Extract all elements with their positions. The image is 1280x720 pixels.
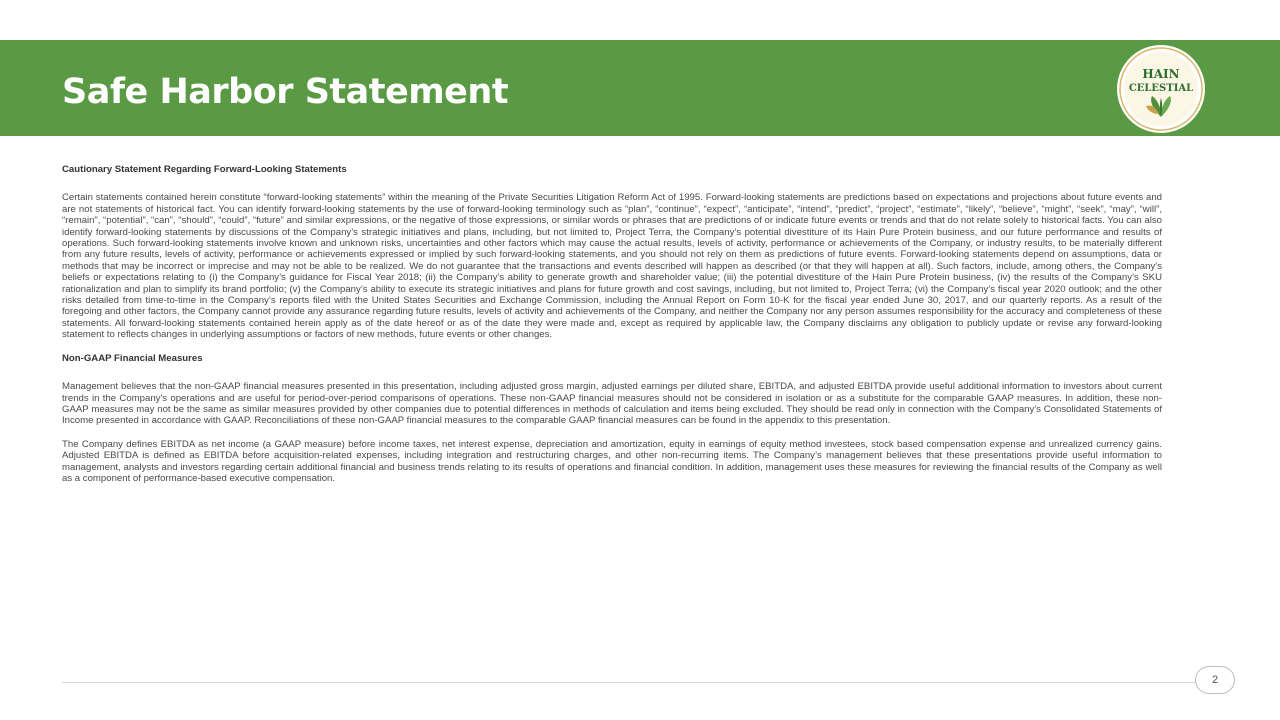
- footer-divider: [62, 682, 1196, 683]
- non-gaap-paragraph-2: The Company defines EBITDA as net income (a GAAP measure) before income taxes, net interest expense, depreciation and amortization, equity in earnings of equity method investees, stock based compensation expense and unrealized currency gains. Adjusted EBITDA is defined as EBITDA before acquisition-related expenses, including integration and restructuring charges, and other non-recurring items. The Company’s management believes that these presentations provide useful information to management, analysts and investors regarding certain additional financial and business trends relating to its results of operations and financial condition. In addition, management uses these measures for reviewing the financial results of the Company as well as a component of performance-based executive compensation.: [62, 438, 1162, 484]
- forward-looking-heading: Cautionary Statement Regarding Forward-Looking Statements: [62, 164, 347, 175]
- slide-body: [62, 164, 1162, 496]
- logo-word-hain: HAIN: [1142, 67, 1180, 81]
- logo-word-celestial: CELESTIAL: [1128, 83, 1194, 94]
- non-gaap-heading: Non-GAAP Financial Measures: [62, 352, 203, 364]
- page-number-badge: 2: [1195, 666, 1235, 694]
- forward-looking-paragraph: Certain statements contained herein constitute “forward-looking statements” within the meaning of the Private Securities Litigation Reform Act of 1995. Forward-looking statements are predictions based on expectations and projections about future events and are not statements of historical fact. You can identify forward-looking statements by the use of forward-looking terminology such as “plan”, “continue”, “expect”, “anticipate”, “intend”, “predict”, “project”, “estimate”, “likely”, “believe”, “might”, “seek”, “may”, “will”, “remain”, “potential”, “can”, “should”, “could”, “future” and similar expressions, or the negative of those expressions, or similar words or phrases that are predictions of or indicate future events or trends and that do not relate solely to historical facts. You can also identify forward-looking statements by discussions of the Company’s strategic initiatives and plans, including, but not limited to, Project Terra, the Company’s potential divestiture of its Hain Pure Protein business, and our future performance and results of operations. Such forward-looking statements involve known and unknown risks, uncertainties and other factors which may cause the actual results, levels of activity, performance or achievements of the Company, or industry results, to be materially different from any future results, levels of activity, performance or achievements expressed or implied by such forward-looking statements, and you should not rely on them as predictions of future events. Forward-looking statements depend on assumptions, data or methods that may be incorrect or imprecise and may not be able to be realized. We do not guarantee that the transactions and events described will happen as described (or that they will happen at all). Such factors, include, among others, the Company’s beliefs or expectations relating to (i) the Company’s guidance for Fiscal Year 2018; (ii) the Company’s ability to generate growth and shareholder value; (iii) the potential divestiture of the Hain Pure Protein business, (iv) the results of the Company’s SKU rationalization and plan to simplify its brand portfolio; (v) the Company’s ability to execute its strategic initiatives and plans for future growth and cost savings, including, but not limited to, Project Terra; (vi) the Company’s fiscal year 2020 outlook; and the other risks detailed from time-to-time in the Company’s reports filed with the United States Securities and Exchange Commission, including the Annual Report on Form 10-K for the fiscal year ended June 30, 2017, and our quarterly reports. As a result of the foregoing and other factors, the Company cannot provide any assurance regarding future results, levels of activity and achievements of the Company, and neither the Company nor any person assumes responsibility for the accuracy and completeness of these statements. All forward-looking statements contained herein apply as of the date hereof or as of the date they were made and, except as required by applicable law, the Company disclaims any obligation to publicly update or revise any forward-looking statement to reflects changes in underlying assumptions or factors of new methods, future events or other changes.: [62, 192, 1162, 341]
- slide-title: Safe Harbor Statement: [62, 72, 509, 112]
- hain-celestial-logo: [1116, 44, 1206, 134]
- non-gaap-paragraph-1: Management believes that the non-GAAP financial measures presented in this presentation, including adjusted gross margin, adjusted earnings per diluted share, EBITDA, and adjusted EBITDA provide useful additional information to investors about current trends in the Company's operations and are useful for period-over-period comparisons of operations. These non-GAAP financial measures should not be considered in isolation or as a substitute for the comparable GAAP measures. In addition, these non-GAAP measures may not be the same as similar measures provided by other companies due to potential differences in methods of calculation and items being excluded. They should be read only in connection with the Company's Consolidated Statements of Income presented in accordance with GAAP. Reconciliations of these non-GAAP financial measures to the comparable GAAP financial measures can be found in the appendix to this presentation.: [62, 381, 1162, 427]
